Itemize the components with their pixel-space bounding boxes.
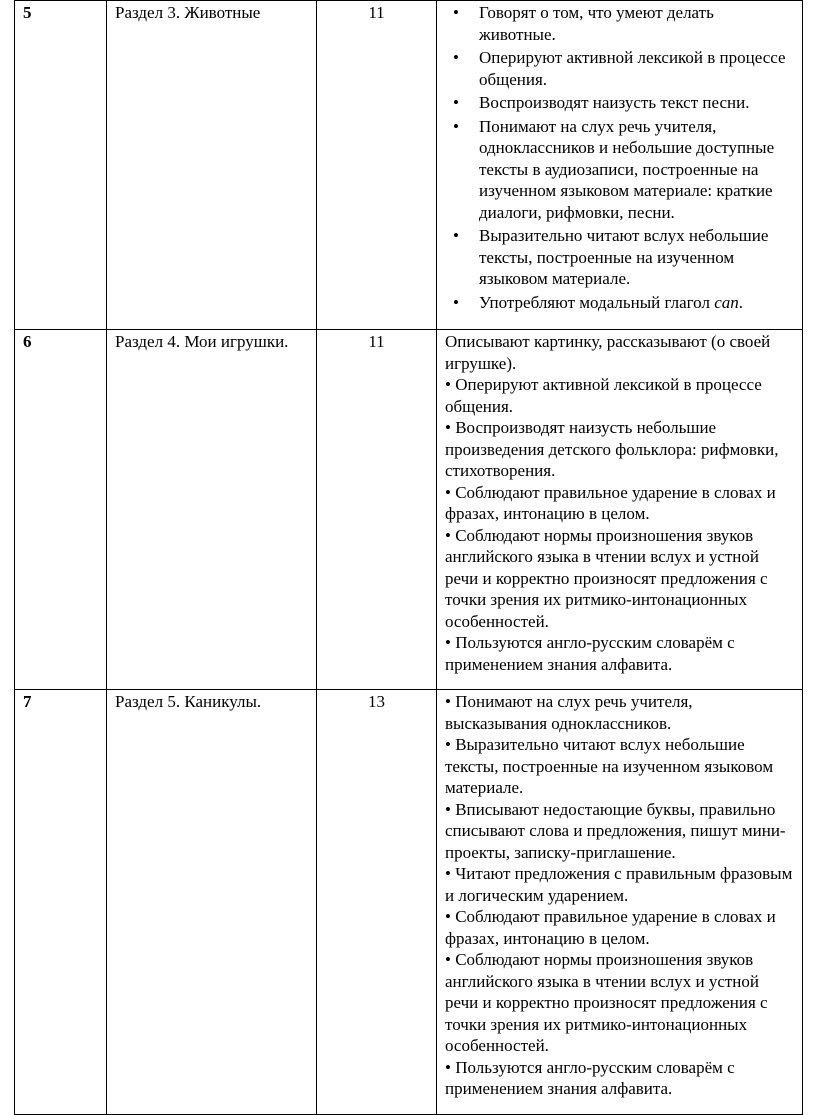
list-item: • Говорят о том, что умеют делать животные. <box>445 2 794 45</box>
activities-list <box>445 2 794 313</box>
activity-line: • Читают предложения с правильным фразовым и логическим ударением. <box>445 864 793 905</box>
activity-line: • Соблюдают правильное ударение в словах и фразах, интонацию в целом. <box>445 907 776 948</box>
list-item <box>445 292 794 314</box>
section-title: Раздел 5. Каникулы. <box>107 690 317 1115</box>
section-title: Раздел 4. Мои игрушки. <box>107 330 317 690</box>
hours-count: 13 <box>317 690 437 1115</box>
activities-cell <box>437 1 803 330</box>
modal-verb: can <box>714 292 739 312</box>
activity-line: • Понимают на слух речь учителя, высказывания одноклассников. <box>445 692 693 733</box>
activity-line: • Пользуются англо-русским словарём с применением знания алфавита. <box>445 633 735 674</box>
table-row <box>15 690 803 1115</box>
activities-cell <box>437 690 803 1115</box>
activity-line: • Соблюдают нормы произношения звуков английского языка в чтении вслух и устной речи и корректно произносят предложения с точки зрения их ритмико-интонационных особенностей. <box>445 950 768 1055</box>
table-row <box>15 1 803 330</box>
activity-line: • Воспроизводят наизусть небольшие произведения детского фольклора: рифмовки, стихотворения. <box>445 418 779 480</box>
hours-count: 11 <box>317 330 437 690</box>
row-number: 5 <box>15 1 107 330</box>
activities-cell <box>437 330 803 690</box>
activity-line: • Выразительно читают вслух небольшие тексты, построенные на изученном языковом материале. <box>445 735 774 797</box>
list-item-text: Употребляют модальный глагол <box>479 292 715 312</box>
hours-count: 11 <box>317 1 437 330</box>
row-number: 6 <box>15 330 107 690</box>
list-item: • Воспроизводят наизусть текст песни. <box>445 92 794 114</box>
row-number: 7 <box>15 690 107 1115</box>
list-item: • Выразительно читают вслух небольшие тексты, построенные на изученном языковом материале. <box>445 225 794 290</box>
activity-line: • Вписывают недостающие буквы, правильно списывают слова и предложения, пишут мини-проекты, записку-приглашение. <box>445 799 786 862</box>
list-item: • Понимают на слух речь учителя, одноклассников и небольшие доступные тексты в аудиозаписи, построенные на изученном языковом материале: краткие диалоги, рифмовки, песни. <box>445 116 794 224</box>
activity-line: • Соблюдают правильное ударение в словах и фразах, интонацию в целом. <box>445 482 776 523</box>
activity-line: • Пользуются англо-русским словарём с применением знания алфавита. <box>445 1057 735 1098</box>
list-item: • Оперируют активной лексикой в процессе общения. <box>445 47 794 90</box>
list-item-suffix: . <box>738 292 743 312</box>
curriculum-table <box>14 0 803 1115</box>
activity-line: • Соблюдают нормы произношения звуков английского языка в чтении вслух и устной речи и корректно произносят предложения с точки зрения их ритмико-интонационных особенностей. <box>445 525 768 631</box>
section-title: Раздел 3. Животные <box>107 1 317 330</box>
table-row <box>15 330 803 690</box>
activity-line: • Оперируют активной лексикой в процессе общения. <box>445 375 762 416</box>
activity-line: Описывают картинку, рассказывают (о своей игрушке). <box>445 332 771 373</box>
